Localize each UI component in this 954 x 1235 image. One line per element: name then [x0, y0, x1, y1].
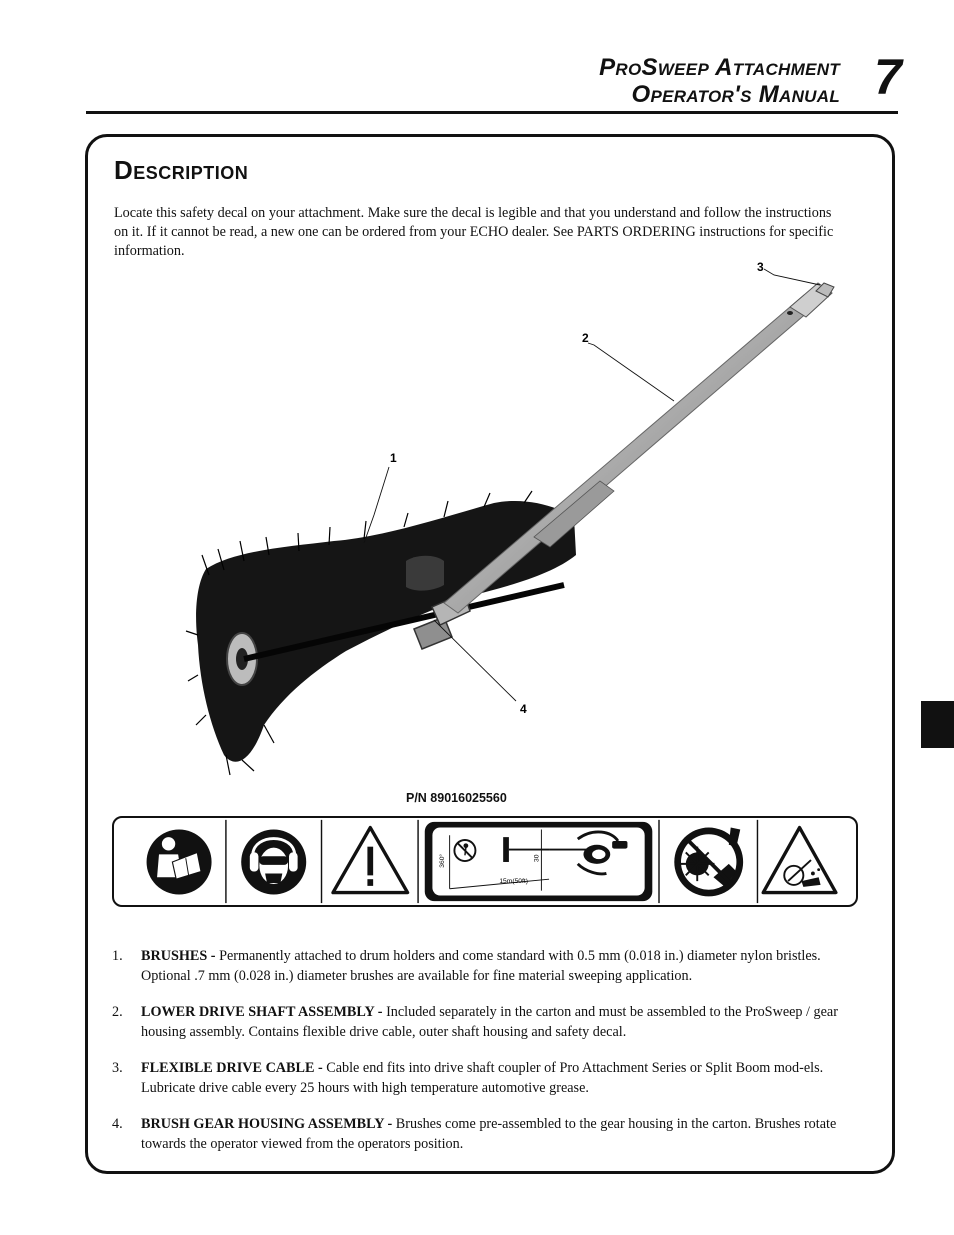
read-manual-icon	[147, 829, 212, 894]
list-item	[112, 1003, 872, 1042]
list-item-number: 1.	[112, 948, 123, 964]
safety-decal	[112, 816, 858, 907]
list-item-label: BRUSHES -	[141, 948, 216, 964]
list-item-number: 4.	[112, 1116, 123, 1132]
warning-triangle-icon	[333, 828, 408, 893]
list-item-text: Cable end fits into drive shaft coupler of Pro Attachment Series or Split Boom mod-els. Lubricate drive cable every 25 hours with high temperature automotive grease.	[141, 1060, 824, 1096]
list-item-number: 3.	[112, 1060, 123, 1076]
callout-4: 4	[520, 702, 527, 716]
list-item	[112, 1059, 872, 1098]
manual-title	[599, 54, 840, 108]
part-number: P/N 89016025560	[406, 791, 507, 805]
rotating-hazard-icon	[763, 828, 836, 893]
callout-2: 2	[582, 331, 589, 345]
dim-angle-label: 360°	[438, 853, 446, 868]
list-item-text: Permanently attached to drum holders and come standard with 0.5 mm (0.018 in.) diameter nylon bristles. Optional .7 mm (0.028 in.) diameter brushes are available for fine material sweeping application.	[141, 948, 821, 984]
list-item-label: FLEXIBLE DRIVE CABLE -	[141, 1060, 323, 1076]
header-rule	[86, 111, 898, 114]
prosweep-illustration	[114, 255, 864, 785]
list-item	[112, 1115, 872, 1154]
chapter-tab	[921, 701, 954, 748]
callout-3: 3	[757, 260, 764, 274]
list-item-label: BRUSH GEAR HOUSING ASSEMBLY -	[141, 1116, 393, 1132]
list-item-label: LOWER DRIVE SHAFT ASSEMBLY -	[141, 1004, 383, 1020]
list-item-text: Brushes come pre-assembled to the gear housing in the carton. Brushes rotate towards the operator viewed from the operators position.	[141, 1116, 837, 1152]
section-title: Description	[114, 155, 249, 185]
list-item-number: 2.	[112, 1004, 123, 1020]
brush-drum	[186, 491, 576, 775]
dim-vertical-label: 30	[533, 854, 541, 862]
eye-ear-protection-icon	[241, 829, 306, 894]
intro-paragraph: Locate this safety decal on your attachment. Make sure the decal is legible and that you understand and follow the instructions on it. If it cannot be read, a new one can be ordered from your ECHO dealer. See PARTS ORDERING instructions for specific information.	[114, 205, 834, 259]
list-item	[112, 947, 872, 986]
drive-shaft	[444, 283, 834, 613]
no-debris-contact-icon	[674, 828, 743, 897]
callout-1: 1	[390, 451, 397, 465]
manual-title-line2: Operator's Manual	[631, 81, 840, 108]
keep-distance-icon	[425, 822, 653, 901]
dim-distance-label: 15m(50ft)	[499, 878, 528, 886]
list-item-text: Included separately in the carton and must be assembled to the ProSweep / gear housing assembly. Contains flexible drive cable, outer shaft housing and safety decal.	[141, 1004, 838, 1040]
manual-title-line1: ProSweep Attachment	[599, 54, 840, 81]
component-list	[112, 947, 872, 1171]
page-number: 7	[874, 49, 902, 105]
